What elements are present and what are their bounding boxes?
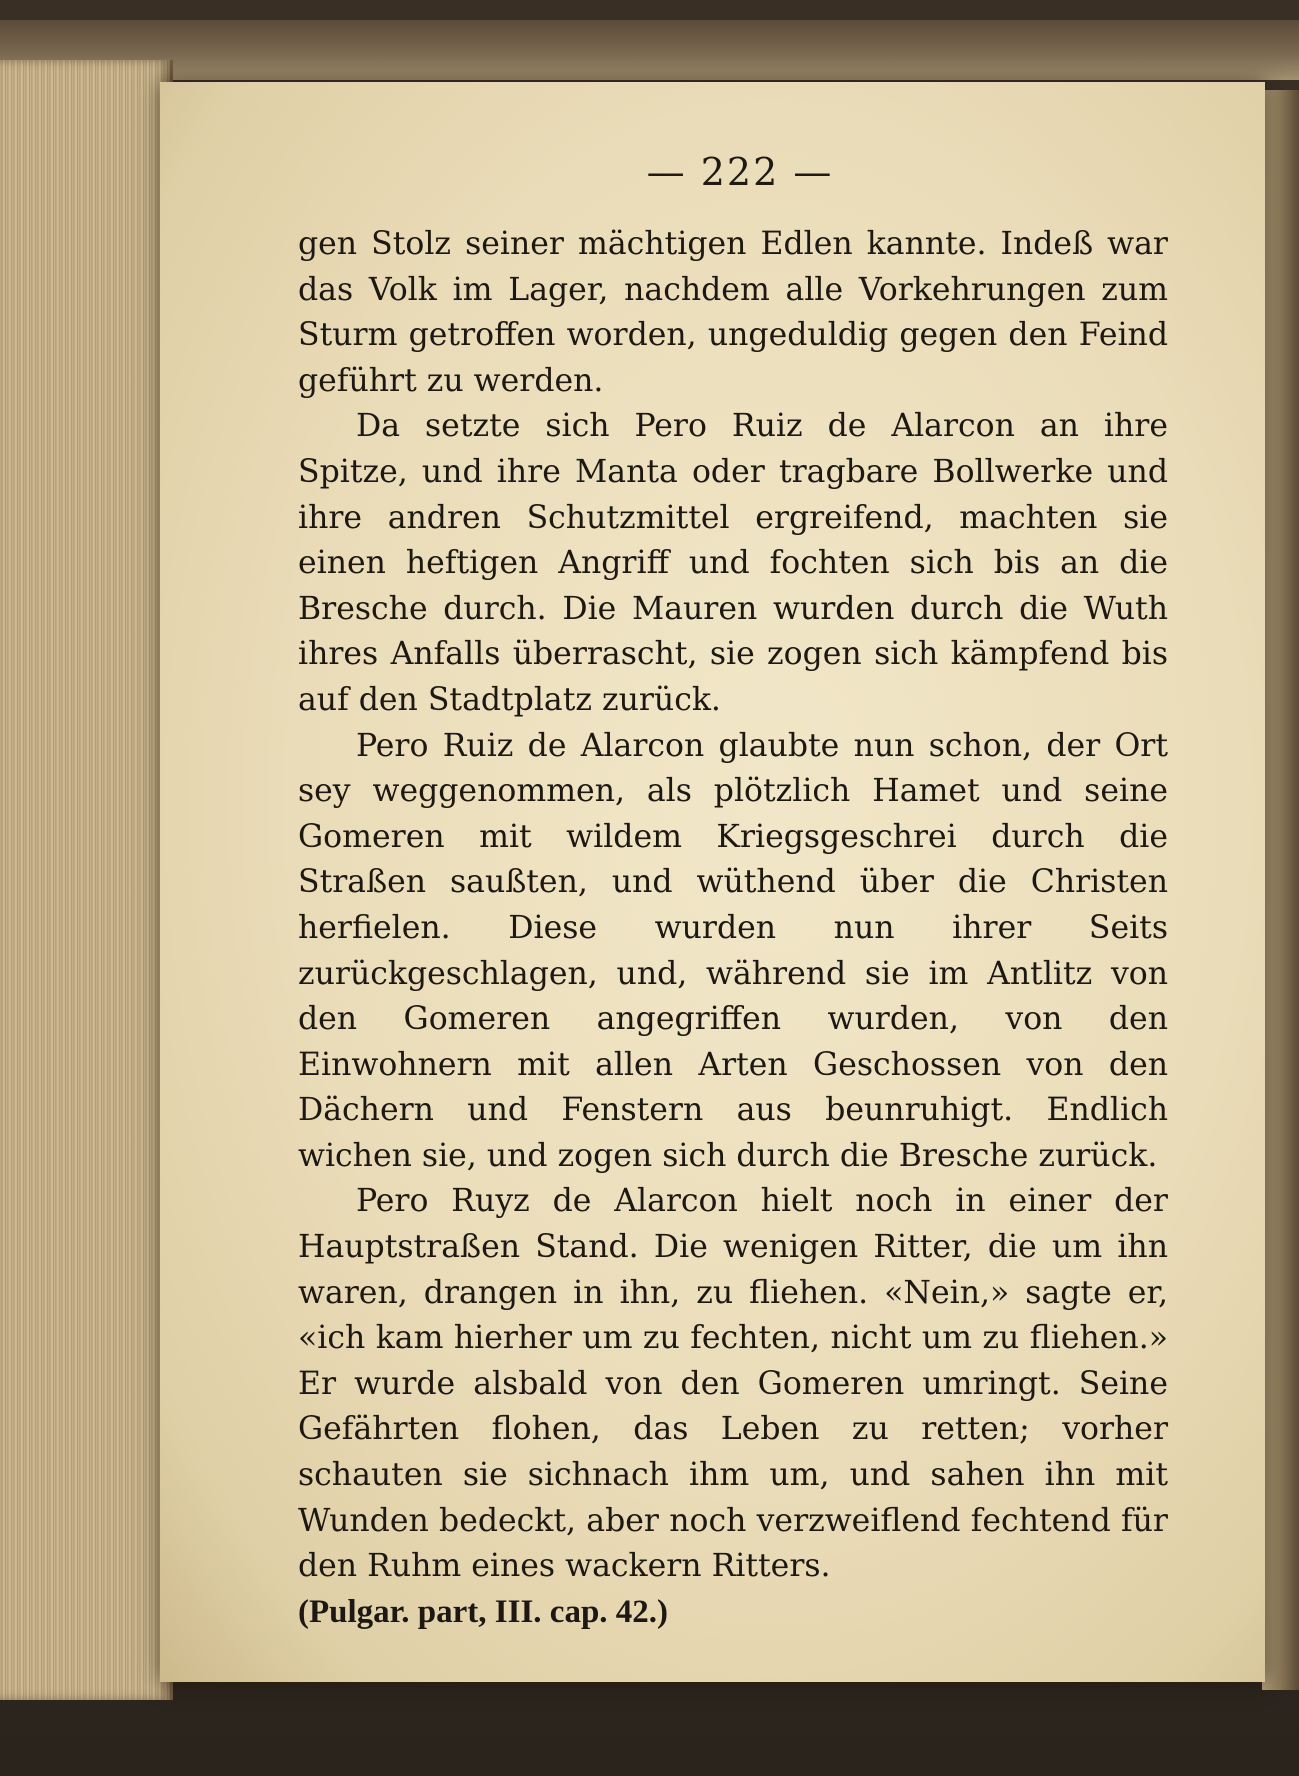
- paragraph-4: Pero Ruyz de Alarcon hielt noch in einer der Hauptstraßen Stand. Die wenigen Ritter, die um ihn waren, drangen in ihn, zu fliehen. «Nein,» sagte er, «ich kam hierher um zu fechten, nicht um zu fliehen.» Er wurde alsbald von den Gomeren umringt. Seine Gefährten flohen, das Leben zu retten; vorher schauten sie sichnach ihm um, und sahen ihn mit Wunden bedeckt, aber noch verzweiflend fechtend für den Ruhm eines wackern Ritters.: [298, 1183, 1168, 1585]
- paragraph-2: Da setzte sich Pero Ruiz de Alarcon an ihre Spitze, und ihre Manta oder tragbare Bollwerke und ihre andren Schutzmittel ergreifend, machten sie einen heftigen Angriff und fochten sich bis an die Bresche durch. Die Mauren wurden durch die Wuth ihres Anfalls überrascht, sie zogen sich kämpfend bis auf den Stadtplatz zurück.: [298, 408, 1168, 718]
- page-body: [298, 222, 1168, 1635]
- paragraph-3: Pero Ruiz de Alarcon glaubte nun schon, der Ort sey weggenommen, als plötzlich Hamet und seine Gomeren mit wildem Kriegsgeschrei durch die Straßen saußten, und wüthend über die Christen herfielen. Diese wurden nun ihrer Seits zurückgeschlagen, und, während sie im Antlitz von den Gomeren angegriffen wurden, von den Einwohnern mit allen Arten Geschossen von den Dächern und Fenstern aus beunruhigt. Endlich wichen sie, und zogen sich durch die Bresche zurück.: [298, 727, 1168, 1174]
- book-right-edge: [1262, 90, 1299, 1690]
- book-cover-edge: [0, 20, 1299, 80]
- page-number: — 222 —: [646, 150, 834, 194]
- paragraph-1: gen Stolz seiner mächtigen Edlen kannte. Indeß war das Volk im Lager, nachdem alle Vorkehrungen zum Sturm getroffen worden, ungeduldig gegen den Feind geführt zu werden.: [298, 226, 1168, 399]
- citation: (Pulgar. part, III. cap. 42.): [298, 1593, 669, 1630]
- page-stack-edges: [0, 60, 173, 1700]
